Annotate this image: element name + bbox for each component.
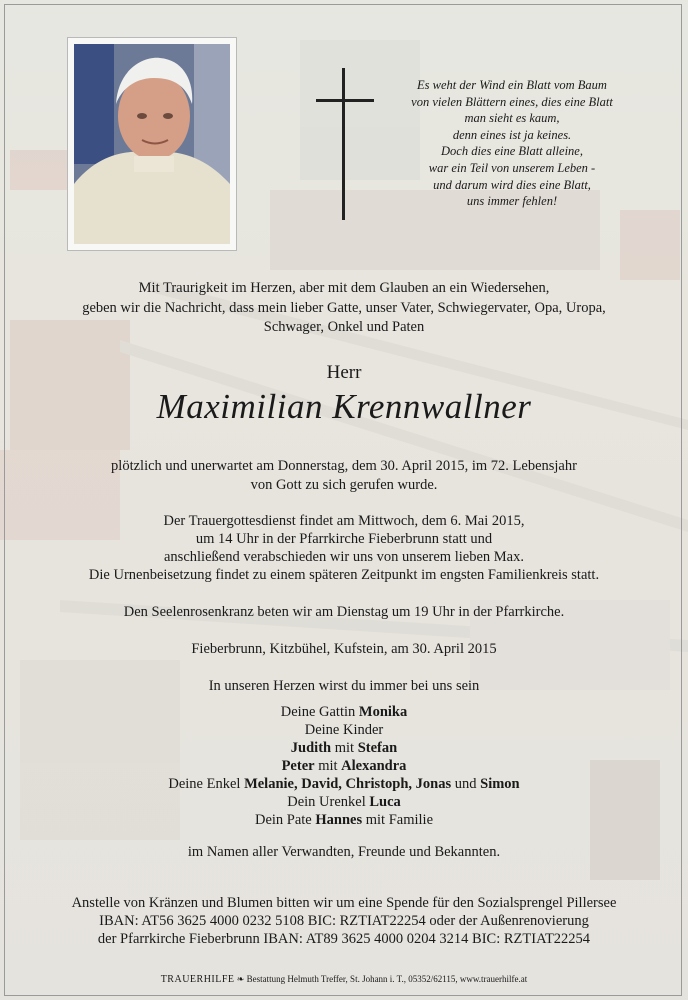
cross-icon (316, 68, 374, 220)
family-mit: mit (314, 758, 342, 774)
family-wife-name: Monika (358, 704, 408, 720)
family-child-partner: Stefan (357, 740, 398, 756)
poem-line: man sieht es kaum, (464, 111, 560, 126)
donation-line: Anstelle von Kränzen und Blumen bitten wir um eine Spende für den Sozialsprengel Pillersee (71, 895, 617, 911)
deceased-name: Maximilian Krennwallner (156, 387, 532, 426)
family-wife-prefix: Deine Gattin (280, 704, 359, 720)
service-line: Der Trauergottesdienst findet am Mittwoch, dem 6. Mai 2015, (163, 513, 525, 529)
poem-line: Es weht der Wind ein Blatt vom Baum (417, 78, 607, 92)
service-line: Die Urnenbeisetzung findet zu einem späteren Zeitpunkt im engsten Familienkreis statt. (88, 567, 600, 583)
family-child-name: Judith (290, 740, 332, 756)
death-line: plötzlich und unerwartet am Donnerstag, dem 30. April 2015, im 72. Lebensjahr (111, 458, 577, 474)
poem-line: uns immer fehlen! (466, 194, 558, 209)
family-godchild-name: Hannes (315, 812, 363, 828)
poem-line: denn eines ist ja keines. (452, 127, 572, 142)
poem-line: von vielen Blättern eines, dies eine Blatt (411, 94, 613, 109)
family-child (0, 739, 688, 757)
family-godchild (0, 811, 688, 829)
family-grandchild-last: Simon (480, 776, 520, 792)
poem-line: Doch dies eine Blatt alleine, (441, 144, 583, 159)
intro-line: Schwager, Onkel und Paten (263, 319, 425, 335)
donation-line: der Pfarrkirche Fieberbrunn IBAN: AT89 3625 4000 0204 3214 BIC: RZTIAT22254 (97, 931, 591, 947)
intro-line: geben wir die Nachricht, dass mein lieber Gatte, unser Vater, Schwiegervater, Opa, Uropa, (82, 300, 606, 316)
family-grandchildren-names: Melanie, David, Christoph, Jonas (244, 776, 452, 792)
poem-line: und darum wird dies eine Blatt, (433, 177, 591, 192)
rosary-line: Den Seelenrosenkranz beten wir am Dienstag um 19 Uhr in der Pfarrkirche. (123, 604, 565, 620)
place-date: Fieberbrunn, Kitzbühel, Kufstein, am 30. April 2015 (191, 641, 497, 657)
family-grandchildren-prefix: Deine Enkel (168, 776, 245, 792)
poem (376, 77, 648, 210)
service-line: um 14 Uhr in der Pfarrkirche Fieberbrunn statt und (195, 531, 493, 547)
salutation: Herr (326, 362, 362, 383)
motto: In unseren Herzen wirst du immer bei uns sein (208, 678, 480, 694)
death-line: von Gott zu sich gerufen wurde. (250, 477, 438, 493)
family-child-name: Peter (281, 758, 315, 774)
family-child-partner: Alexandra (341, 758, 407, 774)
family-mit: mit (331, 740, 358, 756)
family-child (0, 757, 688, 775)
family-grandchildren (0, 775, 688, 793)
relatives-line: im Namen aller Verwandten, Freunde und Bekannten. (187, 844, 501, 860)
footer-text: Bestattung Helmuth Treffer, St. Johann i. T., 05352/62115, www.trauerhilfe.at (246, 974, 528, 984)
family-great-prefix: Dein Urenkel (287, 794, 370, 810)
leaf-logo-icon: ❧ (236, 974, 245, 984)
donation-line: IBAN: AT56 3625 4000 0232 5108 BIC: RZTIAT22254 oder der Außenrenovierung (99, 913, 589, 929)
poem-line: war ein Teil von unserem Leben - (428, 160, 596, 175)
service-line: anschließend verabschieden wir uns von unserem lieben Max. (164, 549, 524, 565)
portrait-frame (67, 37, 237, 251)
portrait-photo (74, 44, 230, 244)
family-children-label: Deine Kinder (304, 722, 384, 738)
intro-line: Mit Traurigkeit im Herzen, aber mit dem Glauben an ein Wiedersehen, (138, 280, 550, 296)
family-godchild-prefix: Dein Pate (254, 812, 316, 828)
family-godchild-suffix: mit Familie (362, 812, 434, 828)
family-wife (0, 703, 688, 721)
footer (0, 974, 688, 985)
footer-brand: TRAUERHILFE (160, 974, 235, 985)
family-great-name: Luca (369, 794, 401, 810)
family-und: und (451, 776, 481, 792)
family-great-grandchild (0, 793, 688, 811)
